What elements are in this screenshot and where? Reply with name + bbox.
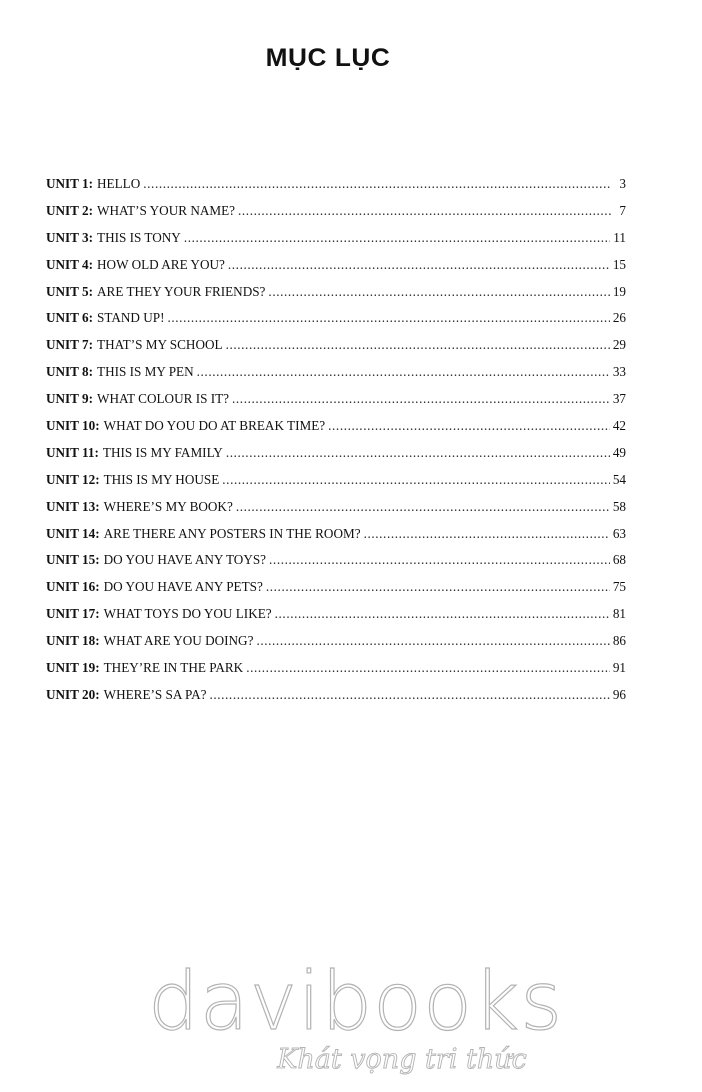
- toc-entry: [46, 230, 626, 257]
- page-number: 37: [612, 391, 626, 407]
- toc-entry: [46, 660, 626, 687]
- unit-number: UNIT 1:: [46, 176, 94, 191]
- dot-leader: [256, 633, 609, 649]
- dot-leader: [184, 230, 610, 246]
- dot-leader: [197, 364, 610, 380]
- unit-number: UNIT 12:: [46, 471, 100, 487]
- toc-entry: [46, 687, 626, 714]
- unit-number: UNIT 4:: [46, 256, 94, 272]
- dot-leader: [167, 310, 609, 326]
- unit-number: UNIT 3:: [46, 229, 94, 245]
- unit-number: UNIT 9:: [46, 391, 94, 407]
- dot-leader: [226, 337, 610, 353]
- unit-number: UNIT 6:: [46, 310, 94, 326]
- unit-title: THEY’RE IN THE PARK: [103, 660, 244, 676]
- toc-entry: [46, 284, 626, 311]
- page-number: 29: [612, 337, 626, 353]
- publisher-watermark: [0, 950, 702, 1092]
- unit-title: THIS IS MY PEN: [97, 364, 194, 380]
- page-number: 75: [612, 579, 626, 595]
- page-number: 68: [612, 552, 626, 568]
- page-title: MỤC LỤC: [265, 44, 391, 72]
- unit-title: WHAT DO YOU DO AT BREAK TIME?: [103, 418, 326, 434]
- toc-entry: [46, 203, 626, 230]
- toc-entry: [46, 257, 626, 284]
- unit-title: WHAT’S YOUR NAME?: [97, 202, 235, 218]
- unit-title: WHAT COLOUR IS IT?: [97, 391, 230, 407]
- unit-title: HOW OLD ARE YOU?: [97, 256, 225, 272]
- unit-title: THIS IS TONY: [97, 229, 181, 245]
- unit-title: WHERE’S MY BOOK?: [103, 498, 233, 514]
- page-number: 26: [612, 310, 626, 326]
- toc-entry: [46, 176, 626, 203]
- page-number: 11: [613, 229, 626, 245]
- unit-title: ARE THERE ANY POSTERS IN THE ROOM?: [103, 525, 361, 541]
- toc-entry: [46, 337, 626, 364]
- dot-leader: [268, 284, 609, 300]
- page-number: 54: [612, 471, 626, 487]
- dot-leader: [266, 579, 610, 595]
- unit-title: STAND UP!: [97, 310, 165, 326]
- toc-entry: [46, 633, 626, 660]
- page-number: 91: [612, 660, 626, 676]
- watermark-brand: davibooks: [148, 955, 564, 1048]
- toc-entry: [46, 445, 626, 472]
- table-of-contents: [46, 176, 626, 714]
- toc-entry: [46, 606, 626, 633]
- page-number: 42: [612, 418, 626, 434]
- toc-entry: [46, 552, 626, 579]
- dot-leader: [246, 660, 610, 676]
- unit-title: HELLO: [97, 176, 141, 191]
- dot-leader: [364, 526, 610, 542]
- dot-leader: [222, 472, 610, 488]
- unit-number: UNIT 8:: [46, 364, 94, 380]
- unit-title: ARE THEY YOUR FRIENDS?: [97, 283, 266, 299]
- page-number: 86: [612, 633, 626, 649]
- unit-title: THAT’S MY SCHOOL: [97, 337, 223, 353]
- toc-entry: [46, 391, 626, 418]
- dot-leader: [209, 687, 609, 703]
- toc-entry: [46, 310, 626, 337]
- dot-leader: [143, 176, 611, 192]
- page-number: 3: [619, 176, 626, 191]
- dot-leader: [238, 203, 611, 219]
- page-number: 58: [612, 498, 626, 514]
- page-number: 15: [612, 256, 626, 272]
- unit-title: THIS IS MY HOUSE: [103, 471, 220, 487]
- dot-leader: [328, 418, 610, 434]
- page-number: 81: [612, 606, 626, 622]
- toc-entry: [46, 526, 626, 553]
- dot-leader: [269, 552, 610, 568]
- page-number: 19: [612, 283, 626, 299]
- dot-leader: [236, 499, 610, 515]
- unit-number: UNIT 17:: [46, 606, 100, 622]
- unit-number: UNIT 13:: [46, 498, 100, 514]
- unit-title: WHERE’S SA PA?: [103, 686, 207, 702]
- page-number: 63: [612, 525, 626, 541]
- unit-number: UNIT 18:: [46, 633, 100, 649]
- dot-leader: [228, 257, 610, 273]
- unit-title: WHAT TOYS DO YOU LIKE?: [103, 606, 272, 622]
- page-number: 7: [619, 202, 626, 218]
- unit-title: DO YOU HAVE ANY TOYS?: [103, 552, 267, 568]
- page-number: 33: [612, 364, 626, 380]
- unit-number: UNIT 5:: [46, 283, 94, 299]
- dot-leader: [226, 445, 610, 461]
- unit-title: WHAT ARE YOU DOING?: [103, 633, 254, 649]
- unit-number: UNIT 10:: [46, 418, 100, 434]
- toc-entry: [46, 472, 626, 499]
- toc-entry: [46, 579, 626, 606]
- unit-number: UNIT 19:: [46, 660, 100, 676]
- page-number: 49: [612, 444, 626, 460]
- watermark-tagline: Khát vọng tri thức: [277, 1044, 527, 1075]
- unit-number: UNIT 20:: [46, 686, 100, 702]
- toc-entry: [46, 499, 626, 526]
- unit-title: DO YOU HAVE ANY PETS?: [103, 579, 263, 595]
- unit-number: UNIT 2:: [46, 202, 94, 218]
- unit-number: UNIT 16:: [46, 579, 100, 595]
- unit-number: UNIT 11:: [46, 444, 99, 460]
- unit-number: UNIT 7:: [46, 337, 94, 353]
- dot-leader: [275, 606, 610, 622]
- toc-entry: [46, 364, 626, 391]
- unit-number: UNIT 14:: [46, 525, 100, 541]
- unit-title: THIS IS MY FAMILY: [102, 444, 223, 460]
- unit-number: UNIT 15:: [46, 552, 100, 568]
- toc-entry: [46, 418, 626, 445]
- page-number: 96: [612, 686, 626, 702]
- dot-leader: [232, 391, 610, 407]
